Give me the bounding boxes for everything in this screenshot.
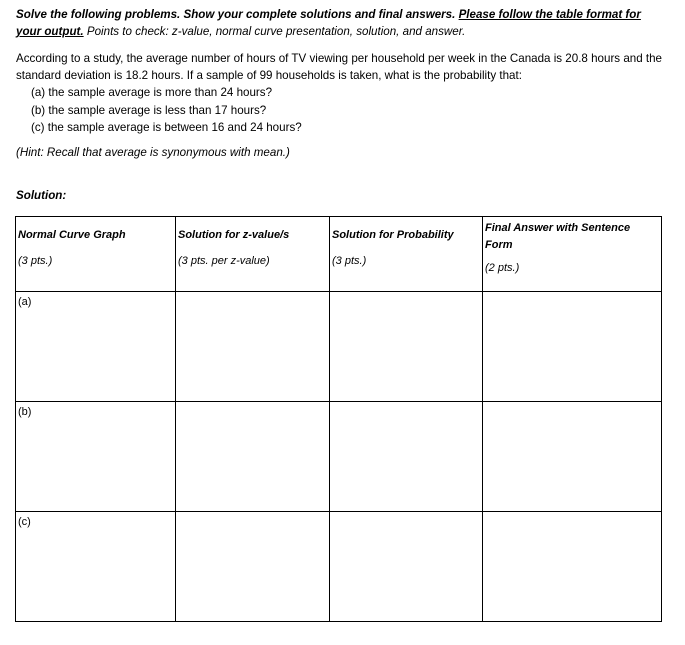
problem-part-c: (c) the sample average is between 16 and 24 hours? (31, 121, 302, 134)
problem-statement: According to a study, the average number of hours of TV viewing per household per week in the Canada is 20.8 hours and the standard deviation is 18.2 hours. If a sample of 99 households is taken, what is the probability that: (16, 52, 662, 82)
cell-z-value[interactable] (176, 402, 330, 512)
row-label: (a) (18, 296, 32, 308)
header-points: (3 pts. per z-value) (178, 255, 270, 267)
header-probability (330, 217, 483, 292)
table-header-row (16, 217, 662, 292)
problem-part-b: (b) the sample average is less than 17 hours? (31, 103, 267, 117)
header-points: (3 pts.) (18, 255, 53, 267)
cell-probability[interactable] (330, 402, 483, 512)
table-row (16, 292, 662, 402)
cell-final-answer[interactable] (483, 402, 662, 512)
cell-final-answer[interactable] (483, 292, 662, 402)
cell-graph[interactable] (16, 292, 176, 402)
solution-label: Solution: (16, 188, 67, 202)
cell-graph[interactable] (16, 402, 176, 512)
cell-graph[interactable] (16, 512, 176, 622)
header-title: Final Answer with Sentence Form (485, 222, 631, 251)
header-final-answer (483, 217, 662, 292)
problem-parts (31, 84, 666, 137)
answer-table (15, 216, 662, 622)
header-title: Solution for Probability (332, 229, 454, 241)
cell-probability[interactable] (330, 512, 483, 622)
worksheet (16, 6, 666, 202)
cell-z-value[interactable] (176, 512, 330, 622)
hint: (Hint: Recall that average is synonymous with mean.) (16, 145, 290, 159)
table-row (16, 402, 662, 512)
instructions-table-format: Please follow the table format for your output. (16, 8, 641, 38)
row-label: (b) (18, 406, 32, 418)
cell-probability[interactable] (330, 292, 483, 402)
header-points: (2 pts.) (485, 262, 520, 274)
header-title: Solution for z-value/s (178, 229, 290, 241)
cell-final-answer[interactable] (483, 512, 662, 622)
instructions-points: Points to check: z-value, normal curve presentation, solution, and answer. (86, 25, 466, 38)
table-row (16, 512, 662, 622)
header-points: (3 pts.) (332, 255, 367, 267)
header-z-value (176, 217, 330, 292)
instructions (16, 6, 666, 40)
instructions-bold: Solve the following problems. Show your complete solutions and final answers. (16, 8, 456, 21)
row-label: (c) (18, 516, 31, 528)
header-title: Normal Curve Graph (18, 229, 126, 241)
cell-z-value[interactable] (176, 292, 330, 402)
header-normal-curve (16, 217, 176, 292)
problem-part-a: (a) the sample average is more than 24 hours? (31, 86, 273, 99)
